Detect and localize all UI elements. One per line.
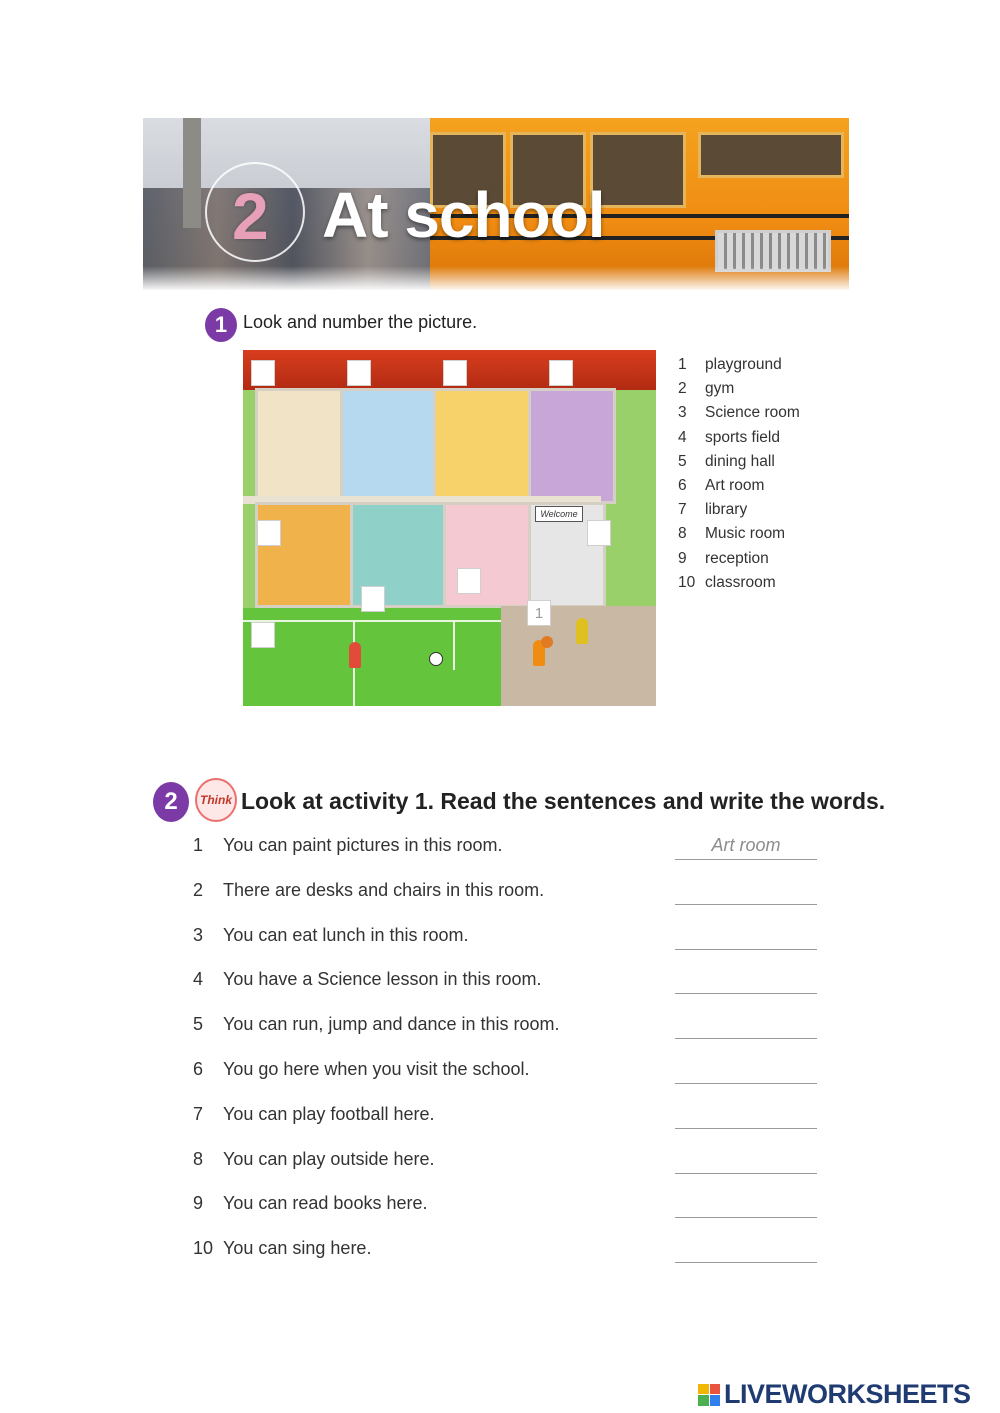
answer-field[interactable] bbox=[675, 1149, 817, 1174]
vocabulary-item bbox=[678, 547, 800, 571]
vocabulary-word: classroom bbox=[705, 573, 776, 591]
answer-field[interactable] bbox=[675, 1238, 817, 1263]
answer-field[interactable] bbox=[675, 1104, 817, 1129]
child-figure bbox=[576, 618, 588, 644]
sentence-row bbox=[193, 923, 823, 968]
sentence-row bbox=[193, 1191, 823, 1236]
unit-title: At school bbox=[322, 179, 605, 251]
vocabulary-word: gym bbox=[705, 380, 735, 398]
activity-1-title: Look and number the picture. bbox=[243, 312, 478, 332]
sentence-number: 9 bbox=[193, 1193, 204, 1214]
sentence-row bbox=[193, 1057, 823, 1102]
vocabulary-item bbox=[678, 474, 800, 498]
picture-number-box[interactable] bbox=[549, 360, 573, 386]
sentence-number: 5 bbox=[193, 1014, 204, 1035]
answer-field[interactable] bbox=[675, 1193, 817, 1218]
picture-number-box-prefilled: 1 bbox=[527, 600, 551, 626]
sentence-number: 10 bbox=[193, 1238, 214, 1259]
vocabulary-number: 2 bbox=[678, 380, 687, 398]
sentence-number: 8 bbox=[193, 1148, 204, 1169]
art-room bbox=[433, 388, 531, 504]
sentence-row bbox=[193, 833, 823, 878]
sentence-text: You can play outside here. bbox=[223, 1148, 435, 1169]
logo-square bbox=[710, 1384, 721, 1395]
picture-number-box[interactable] bbox=[587, 520, 611, 546]
vocabulary-number: 10 bbox=[678, 573, 696, 591]
logo-square bbox=[698, 1384, 709, 1395]
vocabulary-word: Science room bbox=[705, 404, 800, 422]
vocabulary-number: 7 bbox=[678, 501, 687, 519]
vocabulary-number: 8 bbox=[678, 525, 687, 543]
activity-2-title: Look at activity 1. Read the sentences and write the words. bbox=[241, 788, 886, 814]
child-figure bbox=[349, 642, 361, 668]
picture-number-box[interactable] bbox=[251, 360, 275, 386]
sports-field bbox=[243, 608, 503, 706]
vocabulary-word: playground bbox=[705, 356, 782, 374]
vocabulary-item bbox=[678, 571, 800, 595]
sentence-text: You can read books here. bbox=[223, 1193, 428, 1214]
basketball bbox=[541, 636, 553, 648]
vocabulary-item bbox=[678, 426, 800, 450]
sentence-number: 2 bbox=[193, 879, 204, 900]
music-room bbox=[528, 388, 616, 504]
vocabulary-number: 3 bbox=[678, 404, 687, 422]
vocabulary-word: Music room bbox=[705, 525, 786, 543]
liveworksheets-logo-icon bbox=[698, 1384, 720, 1406]
vocabulary-number: 6 bbox=[678, 477, 687, 495]
vocabulary-list bbox=[678, 353, 800, 595]
answer-field[interactable] bbox=[675, 1014, 817, 1039]
liveworksheets-logo-text: LIVEWORKSHEETS bbox=[724, 1379, 971, 1409]
vocabulary-item bbox=[678, 522, 800, 546]
welcome-sign: Welcome bbox=[535, 506, 583, 522]
vocabulary-number: 9 bbox=[678, 549, 687, 567]
unit-number: 2 bbox=[232, 179, 269, 253]
sentence-row bbox=[193, 1012, 823, 1057]
sentence-text: You can run, jump and dance in this room. bbox=[223, 1014, 560, 1035]
answer-field[interactable] bbox=[675, 1059, 817, 1084]
sentence-row bbox=[193, 1147, 823, 1192]
sentence-number: 4 bbox=[193, 969, 204, 990]
sentence-list bbox=[193, 833, 823, 1281]
school-illustration bbox=[243, 350, 656, 706]
vocabulary-item bbox=[678, 450, 800, 474]
banner-snow bbox=[143, 266, 849, 290]
vocabulary-item bbox=[678, 498, 800, 522]
vocabulary-number: 5 bbox=[678, 452, 687, 470]
sentence-text: You can sing here. bbox=[223, 1238, 372, 1259]
library-room bbox=[255, 388, 343, 504]
sentence-text: You can paint pictures in this room. bbox=[223, 835, 503, 855]
vocabulary-item bbox=[678, 353, 800, 377]
vocabulary-number: 1 bbox=[678, 356, 687, 374]
think-icon: Think bbox=[195, 778, 237, 822]
vocabulary-number: 4 bbox=[678, 428, 687, 446]
activity-2-badge: 2 bbox=[153, 782, 189, 822]
picture-number-box[interactable] bbox=[361, 586, 385, 612]
picture-number-box[interactable] bbox=[251, 622, 275, 648]
vocabulary-word: Art room bbox=[705, 477, 765, 495]
bus-windshield bbox=[698, 132, 844, 178]
liveworksheets-logo[interactable] bbox=[698, 1379, 971, 1410]
sentence-text: There are desks and chairs in this room. bbox=[223, 879, 545, 900]
vocabulary-word: dining hall bbox=[705, 452, 775, 470]
answer-field[interactable]: Art room bbox=[675, 835, 817, 860]
picture-number-box[interactable] bbox=[457, 568, 481, 594]
field-line bbox=[243, 620, 503, 622]
vocabulary-item bbox=[678, 401, 800, 425]
sentence-text: You can eat lunch in this room. bbox=[223, 924, 469, 945]
sentence-text: You have a Science lesson in this room. bbox=[223, 969, 542, 990]
sentence-row bbox=[193, 1102, 823, 1147]
answer-field[interactable] bbox=[675, 880, 817, 905]
sentence-number: 7 bbox=[193, 1103, 204, 1124]
vocabulary-item bbox=[678, 377, 800, 401]
vocabulary-word: library bbox=[705, 501, 748, 519]
gym-room bbox=[255, 502, 353, 608]
answer-field[interactable] bbox=[675, 969, 817, 994]
sentence-row bbox=[193, 1236, 823, 1281]
sentence-text: You can play football here. bbox=[223, 1103, 435, 1124]
classroom-room bbox=[340, 388, 436, 504]
vocabulary-word: reception bbox=[705, 549, 769, 567]
sentence-text: You go here when you visit the school. bbox=[223, 1058, 530, 1079]
picture-number-box[interactable] bbox=[257, 520, 281, 546]
picture-number-box[interactable] bbox=[443, 360, 467, 386]
sentence-row bbox=[193, 878, 823, 923]
logo-square bbox=[710, 1395, 721, 1406]
answer-field[interactable] bbox=[675, 925, 817, 950]
sentence-number: 3 bbox=[193, 924, 204, 945]
logo-square bbox=[698, 1395, 709, 1406]
activity-1-badge: 1 bbox=[205, 308, 237, 342]
picture-number-box[interactable] bbox=[347, 360, 371, 386]
field-goal-line bbox=[453, 620, 455, 670]
vocabulary-word: sports field bbox=[705, 428, 780, 446]
banner-tree bbox=[183, 118, 201, 228]
sentence-number: 1 bbox=[193, 835, 204, 855]
sentence-number: 6 bbox=[193, 1058, 204, 1079]
football bbox=[429, 652, 443, 666]
sentence-row bbox=[193, 967, 823, 1012]
